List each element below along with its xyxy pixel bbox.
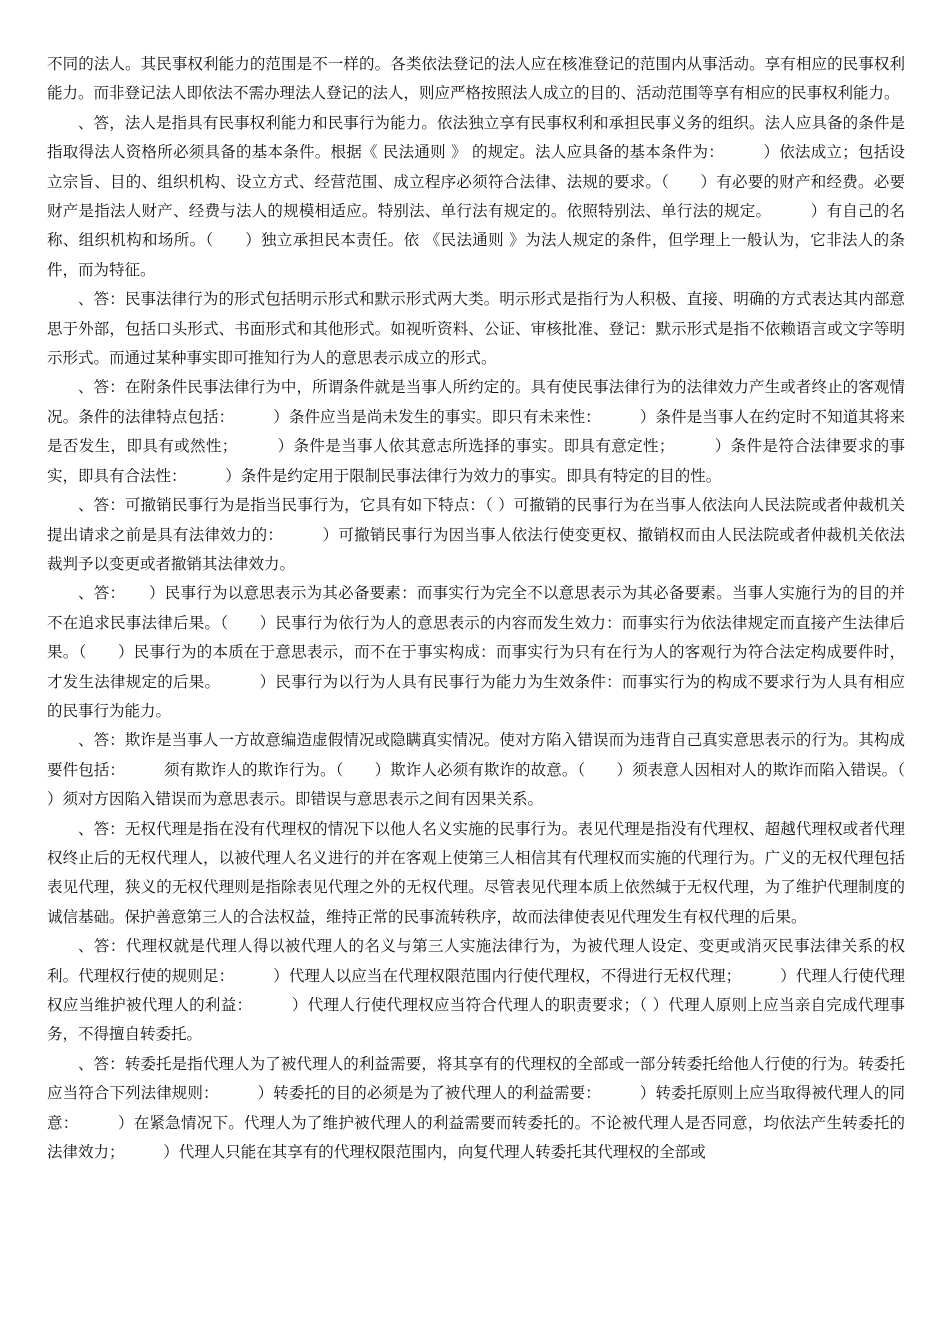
paragraph-5: 、答：可撤销民事行为是指当民事行为，它具有如下特点：（ ）可撤销的民事行为在当事人依法向人民法院或者仲裁机关提出请求之前是具有法律效力的： ）可撤销民事行为因当事人依法行使变更权、撤销权而由人民法院或者仲裁机关依法裁判予以变更或者撤销其法律效力。 xyxy=(47,496,905,573)
paragraph-2: 、答，法人是指具有民事权利能力和民事行为能力。依法独立享有民事权利和承担民事义务的组织。法人应具备的条件是指取得法人资格所必须具备的基本条件。根据《 民法通则 》 的规定。法人应具备的基本条件为： ）依法成立；包括设立宗旨、目的、组织机构、设立方式、经营范围、成立程序必须符合法律、法规的要求。（ ）有必要的财产和经费。必要财产是指法人财产、经费与法人的规模相适应。特别法、单行法有规定的。依照特别法、单行法的规定。 ）有自己的名称、组织机构和场所。（ ）独立承担民本责任。依 《民法通则 》为法人规定的条件，但学理上一般认为，它非法人的条件，而为特征。 xyxy=(47,113,905,279)
paragraph-6: 、答： ）民事行为以意思表示为其必备要素：而事实行为完全不以意思表示为其必备要素。当事人实施行为的目的并不在追求民事法律后果。（ ）民事行为依行为人的意思表示的内容而发生效力：而事实行为依法律规定而直接产生法律后果。（ ）民事行为的本质在于意思表示，而不在于事实构成：而事实行为只有在行为人的客观行为符合法定构成要件时，才发生法律规定的后果。 ）民事行为以行为人具有民事行为能力为生效条件：而事实行为的构成不要求行为人具有相应的民事行为能力。 xyxy=(47,584,905,720)
paragraph-3: 、答：民事法律行为的形式包括明示形式和默示形式两大类。明示形式是指行为人积极、直接、明确的方式表达其内部意思于外部，包括口头形式、书面形式和其他形式。如视听资料、公证、审核批准、登记：默示形式是指不依赖语言或文字等明示形式。而通过某种事实即可推知行为人的意思表示成立的形式。 xyxy=(47,290,905,368)
paragraph-10: 、答：转委托是指代理人为了被代理人的利益需要，将其享有的代理权的全部或一部分转委托给他人行使的行为。转委托应当符合下列法律规则： ）转委托的目的必须是为了被代理人的利益需要： ）转委托原则上应当取得被代理人的同意： ）在紧急情况下。代理人为了维护被代理人的利益需要而转委托的。不论被代理人是否同意，均依法产生转委托的法律效力； ）代理人只能在其享有的代理权限范围内，向复代理人转委托其代理权的全部或 xyxy=(47,1054,905,1162)
paragraph-4: 、答：在附条件民事法律行为中，所谓条件就是当事人所约定的。具有使民事法律行为的法律效力产生或者终止的客观情况。条件的法律特点包括： ）条件应当是尚未发生的事实。即只有未来性： ）条件是当事人在约定时不知道其将来是否发生，即具有或然性； ）条件是当事人依其意志所选择的事实。即具有意定性； ）条件是符合法律要求的事实，即具有合法性： ）条件是约定用于限制民事法律行为效力的事实。即具有特定的目的性。 xyxy=(47,378,905,485)
paragraph-8: 、答：无权代理是指在没有代理权的情况下以他人名义实施的民事行为。表见代理是指没有代理权、超越代理权或者代理权终止后的无权代理人，以被代理人名义进行的并在客观上使第三人相信其有代理权而实施的代理行为。广义的无权代理包括表见代理，狭义的无权代理则是指除表见代理之外的无权代理。尽管表见代理本质上依然缄于无权代理，为了维护代理制度的诚信基础。保护善意第三人的合法权益，维持正常的民事流转秩序，故而法律使表见代理发生有权代理的后果。 xyxy=(47,819,905,926)
paragraph-7: 、答：欺诈是当事人一方故意编造虚假情况或隐瞒真实情况。使对方陷入错误而为违背自己真实意思表示的行为。其构成要件包括： 须有欺诈人的欺诈行为。（ ）欺诈人必须有欺诈的故意。（ ）须表意人因相对人的欺诈而陷入错误。（ ）须对方因陷入错误而为意思表示。即错误与意思表示之间有因果关系。 xyxy=(47,731,937,809)
document-page xyxy=(47,50,937,1167)
paragraph-1: 不同的法人。其民事权利能力的范围是不一样的。各类依法登记的法人应在核准登记的范围内从事活动。享有相应的民事权利能力。而非登记法人即依法不需办理法人登记的法人，则应严格按照法人成立的目的、活动范围等享有相应的民事权利能力。 xyxy=(47,55,905,103)
paragraph-9: 、答：代理权就是代理人得以被代理人的名义与第三人实施法律行为，为被代理人设定、变更或消灭民事法律关系的权利。代理权行使的规则足： ）代理人以应当在代理权限范围内行使代理权，不得进行无权代理； ）代理人行使代理权应当维护被代理人的利益： ）代理人行使代理权应当符合代理人的职责要求；（ ）代理人原则上应当亲自完成代理事务，不得擅自转委托。 xyxy=(47,937,905,1044)
